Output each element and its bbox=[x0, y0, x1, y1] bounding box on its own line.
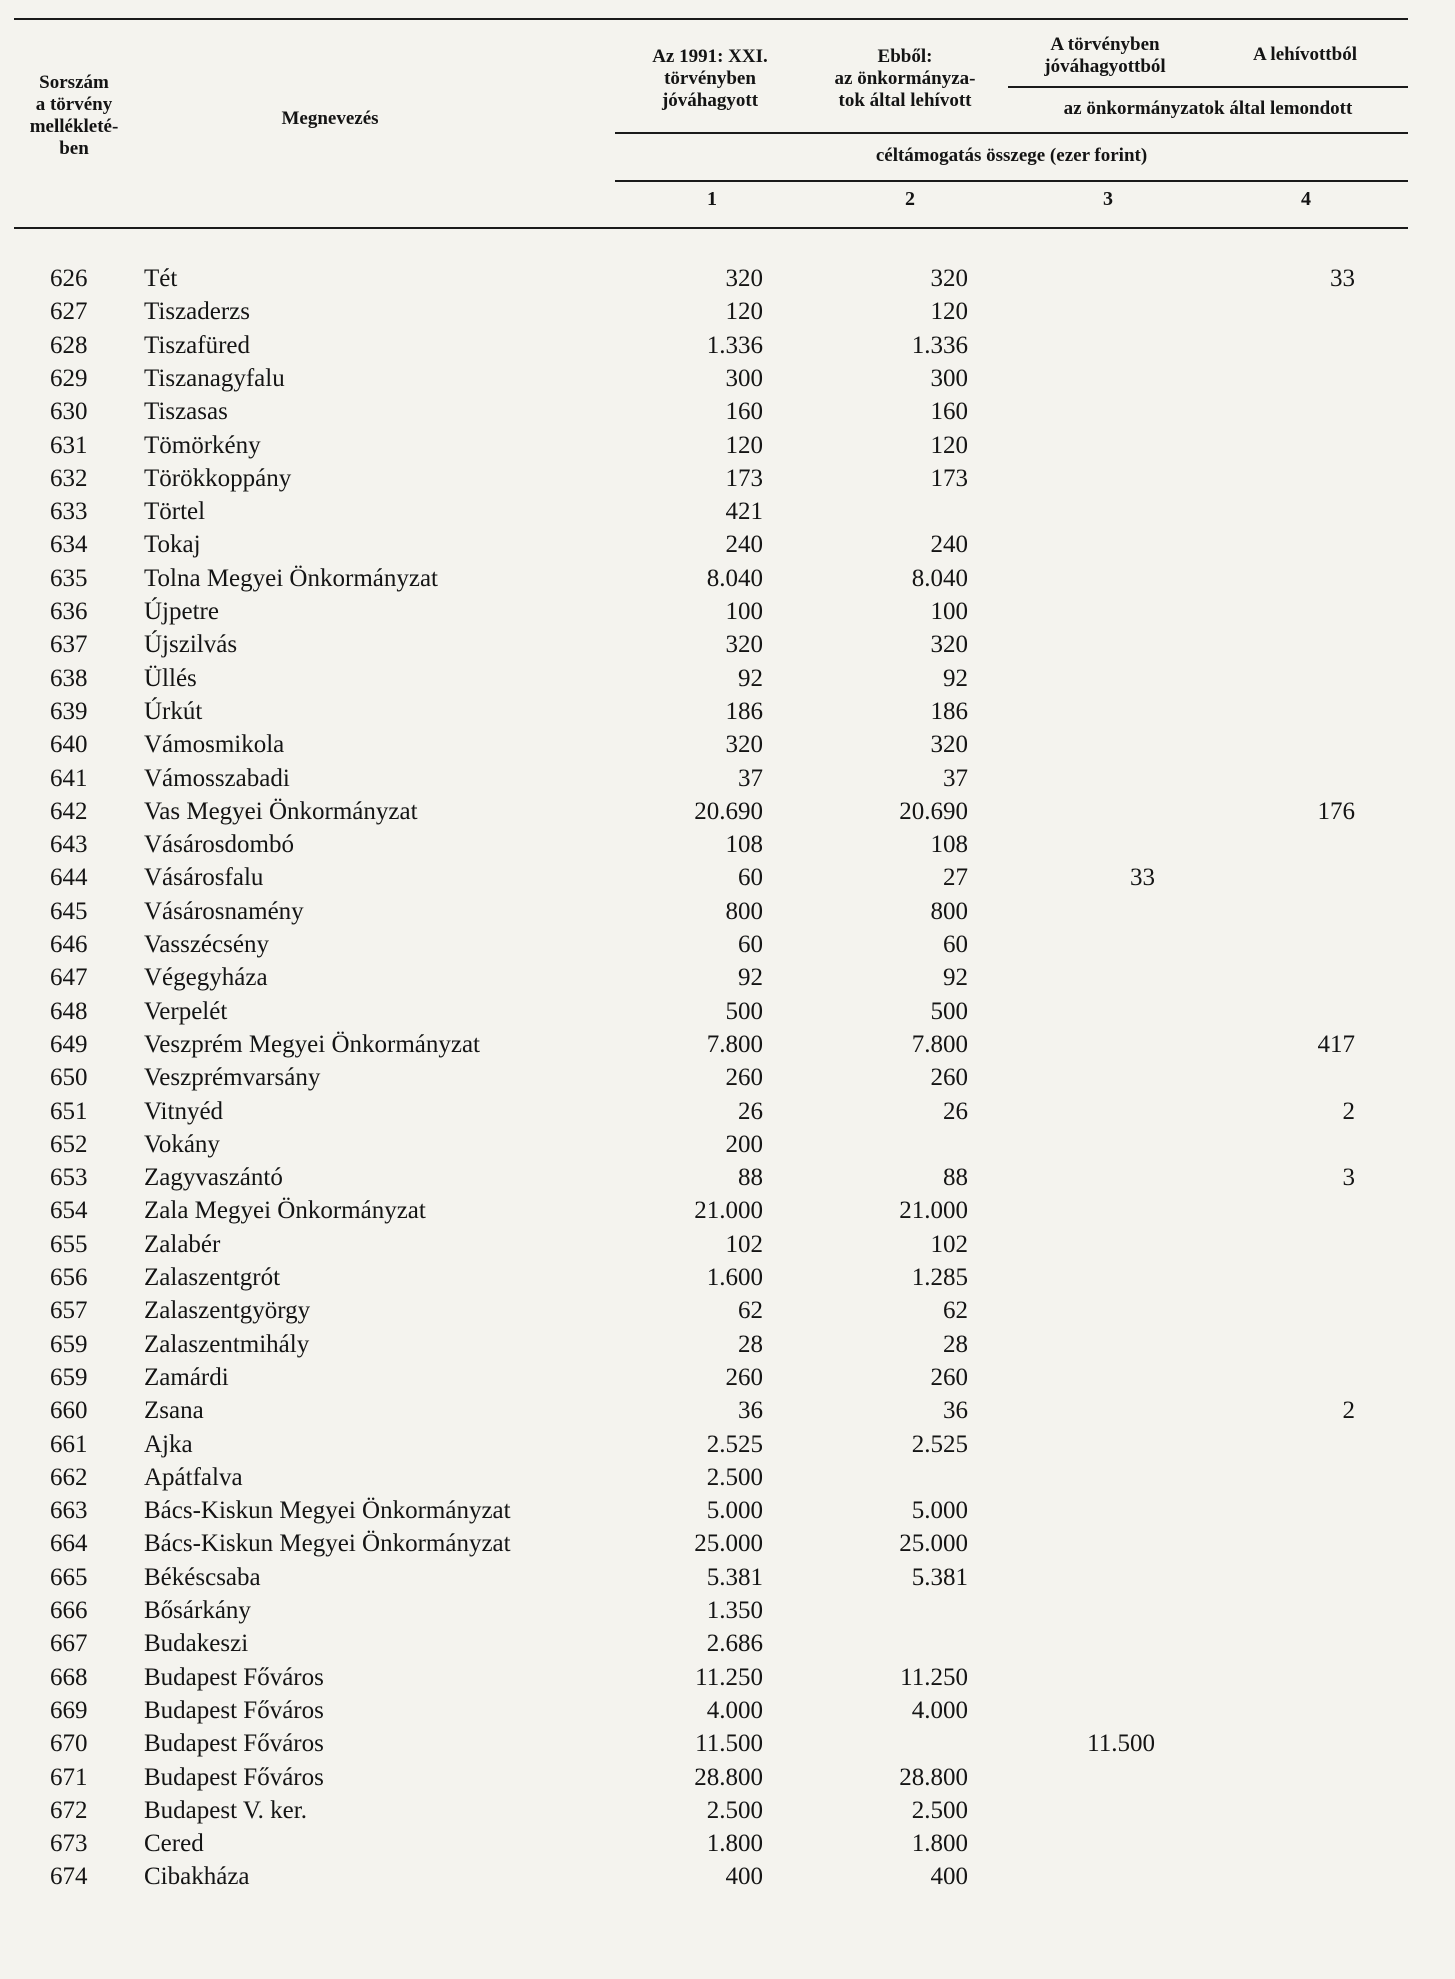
value-lehivott: 320 bbox=[930, 265, 968, 292]
value-lehivott: 173 bbox=[930, 464, 968, 492]
value-lehivott: 27 bbox=[943, 864, 968, 892]
value-lehivott: 260 bbox=[930, 1064, 968, 1092]
value-lehivott: 160 bbox=[930, 398, 968, 426]
header-megnevezes: Megnevezés bbox=[281, 108, 379, 129]
value-jovahagyott: 300 bbox=[725, 364, 763, 392]
value-lemondott-lehivott: 417 bbox=[1317, 1030, 1355, 1058]
table-row bbox=[0, 329, 1455, 362]
value-lehivott: 800 bbox=[930, 897, 968, 925]
row-name: Vásárosnamény bbox=[144, 897, 304, 925]
row-number: 657 bbox=[50, 1297, 88, 1325]
value-lehivott: 92 bbox=[943, 964, 968, 992]
row-number: 661 bbox=[50, 1430, 88, 1458]
table-row bbox=[0, 462, 1455, 495]
value-jovahagyott: 26 bbox=[738, 1097, 763, 1125]
value-jovahagyott: 1.600 bbox=[706, 1264, 763, 1291]
table-row bbox=[0, 1228, 1455, 1261]
row-name: Törtel bbox=[144, 498, 206, 526]
table-row bbox=[0, 895, 1455, 928]
row-number: 632 bbox=[50, 464, 88, 492]
row-name: Bács-Kiskun Megyei Önkormányzat bbox=[144, 1530, 511, 1558]
value-lehivott: 1.285 bbox=[911, 1264, 968, 1291]
table-row bbox=[0, 1727, 1455, 1760]
value-jovahagyott: 260 bbox=[725, 1064, 763, 1092]
value-lehivott: 8.040 bbox=[911, 564, 968, 592]
row-name: Vitnyéd bbox=[144, 1097, 224, 1125]
row-name: Verpelét bbox=[144, 997, 228, 1025]
row-name: Újszilvás bbox=[144, 631, 238, 659]
value-jovahagyott: 173 bbox=[725, 464, 763, 492]
row-number: 666 bbox=[50, 1597, 88, 1624]
row-number: 672 bbox=[50, 1796, 88, 1824]
subheader-rule-right bbox=[1008, 86, 1408, 88]
table-row bbox=[0, 1860, 1455, 1893]
value-jovahagyott: 60 bbox=[738, 864, 763, 892]
subheader-rule-wide bbox=[615, 132, 1408, 134]
value-lehivott: 5.381 bbox=[911, 1563, 968, 1591]
row-name: Veszprémvarsány bbox=[144, 1064, 321, 1092]
row-number: 643 bbox=[50, 831, 88, 859]
row-name: Zalaszentmihály bbox=[144, 1330, 310, 1358]
row-number: 628 bbox=[50, 331, 88, 359]
value-lehivott: 102 bbox=[930, 1230, 968, 1258]
table-row bbox=[0, 295, 1455, 328]
row-number: 667 bbox=[50, 1630, 88, 1658]
value-jovahagyott: 2.525 bbox=[706, 1430, 763, 1458]
row-number: 640 bbox=[50, 731, 88, 759]
value-lehivott: 20.690 bbox=[899, 797, 968, 825]
table-row bbox=[0, 628, 1455, 661]
row-name: Bősárkány bbox=[144, 1597, 251, 1624]
row-name: Úrkút bbox=[144, 697, 203, 725]
value-jovahagyott: 800 bbox=[725, 897, 763, 925]
value-lehivott: 400 bbox=[930, 1863, 968, 1891]
table-row bbox=[0, 528, 1455, 561]
value-jovahagyott: 28 bbox=[738, 1330, 763, 1358]
row-number: 659 bbox=[50, 1330, 88, 1358]
row-name: Tiszasas bbox=[144, 398, 228, 426]
value-jovahagyott: 100 bbox=[725, 598, 763, 625]
value-jovahagyott: 260 bbox=[725, 1363, 763, 1391]
row-number: 659 bbox=[50, 1363, 88, 1391]
row-number: 671 bbox=[50, 1763, 88, 1791]
row-number: 673 bbox=[50, 1830, 88, 1858]
value-lehivott: 120 bbox=[930, 298, 968, 326]
row-name: Budapest Főváros bbox=[144, 1730, 324, 1758]
table-row bbox=[0, 595, 1455, 628]
value-jovahagyott: 37 bbox=[738, 764, 763, 792]
value-lemondott-lehivott: 3 bbox=[1342, 1164, 1355, 1192]
value-jovahagyott: 4.000 bbox=[706, 1696, 763, 1724]
value-lehivott: 60 bbox=[943, 931, 968, 958]
value-lemondott-jovahagyott: 33 bbox=[1130, 864, 1155, 892]
row-number: 637 bbox=[50, 631, 88, 659]
value-jovahagyott: 60 bbox=[738, 931, 763, 958]
header-col2: Ebből: az önkormányza- tok által lehívott bbox=[834, 46, 976, 111]
value-lehivott: 5.000 bbox=[911, 1497, 968, 1525]
value-lehivott: 88 bbox=[943, 1164, 968, 1192]
row-name: Budapest Főváros bbox=[144, 1763, 324, 1791]
row-number: 642 bbox=[50, 797, 88, 825]
value-jovahagyott: 120 bbox=[725, 431, 763, 459]
row-name: Vámosmikola bbox=[144, 731, 285, 759]
table-row bbox=[0, 961, 1455, 994]
row-name: Cibakháza bbox=[144, 1863, 250, 1891]
row-name: Zalaszentgrót bbox=[144, 1264, 281, 1291]
row-number: 629 bbox=[50, 364, 88, 392]
table-row bbox=[0, 1328, 1455, 1361]
row-number: 644 bbox=[50, 864, 88, 892]
row-number: 653 bbox=[50, 1164, 88, 1192]
value-lehivott: 7.800 bbox=[911, 1030, 968, 1058]
top-rule bbox=[14, 18, 1408, 20]
row-name: Bács-Kiskun Megyei Önkormányzat bbox=[144, 1497, 511, 1525]
value-lehivott: 36 bbox=[943, 1397, 968, 1425]
row-number: 663 bbox=[50, 1497, 88, 1525]
row-number: 645 bbox=[50, 897, 88, 925]
header-sorszam: Sorszám a törvény mellékleté- ben bbox=[29, 72, 119, 159]
row-name: Tiszafüred bbox=[144, 331, 251, 359]
row-name: Veszprém Megyei Önkormányzat bbox=[144, 1030, 480, 1058]
value-lehivott: 92 bbox=[943, 664, 968, 692]
value-jovahagyott: 20.690 bbox=[694, 797, 763, 825]
row-name: Üllés bbox=[144, 664, 197, 692]
row-name: Budapest Főváros bbox=[144, 1663, 324, 1691]
value-jovahagyott: 25.000 bbox=[694, 1530, 763, 1558]
value-jovahagyott: 500 bbox=[725, 997, 763, 1025]
column-number-3: 3 bbox=[1103, 188, 1113, 210]
value-lehivott: 37 bbox=[943, 764, 968, 792]
row-name: Zalabér bbox=[144, 1230, 221, 1258]
row-number: 647 bbox=[50, 964, 88, 992]
row-number: 665 bbox=[50, 1563, 88, 1591]
row-name: Vasszécsény bbox=[144, 931, 269, 958]
row-number: 674 bbox=[50, 1863, 88, 1891]
value-lehivott: 62 bbox=[943, 1297, 968, 1325]
value-jovahagyott: 36 bbox=[738, 1397, 763, 1425]
table-row bbox=[0, 562, 1455, 595]
value-jovahagyott: 7.800 bbox=[706, 1030, 763, 1058]
value-lemondott-lehivott: 33 bbox=[1330, 265, 1355, 292]
table-row bbox=[0, 828, 1455, 861]
table-row bbox=[0, 395, 1455, 428]
row-name: Vokány bbox=[144, 1130, 220, 1158]
table-row bbox=[0, 1794, 1455, 1827]
table-row bbox=[0, 728, 1455, 761]
table-row bbox=[0, 1561, 1455, 1594]
row-name: Ajka bbox=[144, 1430, 193, 1458]
value-jovahagyott: 1.336 bbox=[706, 331, 763, 359]
table-row bbox=[0, 1627, 1455, 1660]
row-name: Budapest Főváros bbox=[144, 1696, 324, 1724]
value-lehivott: 2.500 bbox=[911, 1796, 968, 1824]
row-number: 662 bbox=[50, 1463, 88, 1491]
row-number: 670 bbox=[50, 1730, 88, 1758]
table-row bbox=[0, 1361, 1455, 1394]
row-name: Tömörkény bbox=[144, 431, 261, 459]
value-jovahagyott: 320 bbox=[725, 265, 763, 292]
value-jovahagyott: 21.000 bbox=[694, 1197, 763, 1225]
value-jovahagyott: 88 bbox=[738, 1164, 763, 1192]
value-lehivott: 186 bbox=[930, 697, 968, 725]
table-row bbox=[0, 1394, 1455, 1427]
table-row bbox=[0, 1827, 1455, 1860]
row-number: 651 bbox=[50, 1097, 88, 1125]
row-name: Budakeszi bbox=[144, 1630, 249, 1658]
value-jovahagyott: 11.500 bbox=[695, 1730, 763, 1758]
value-jovahagyott: 160 bbox=[725, 398, 763, 426]
value-jovahagyott: 1.800 bbox=[706, 1830, 763, 1858]
value-lehivott: 260 bbox=[930, 1363, 968, 1391]
row-number: 630 bbox=[50, 398, 88, 426]
row-name: Zala Megyei Önkormányzat bbox=[144, 1197, 426, 1225]
header-celtamogatas: céltámogatás összege (ezer forint) bbox=[875, 145, 1148, 166]
row-name: Végegyháza bbox=[144, 964, 268, 992]
value-jovahagyott: 200 bbox=[725, 1130, 763, 1158]
table-row bbox=[0, 795, 1455, 828]
row-number: 650 bbox=[50, 1064, 88, 1092]
value-jovahagyott: 421 bbox=[725, 498, 763, 526]
table-row bbox=[0, 1594, 1455, 1627]
numbers-rule bbox=[615, 180, 1408, 182]
row-number: 636 bbox=[50, 598, 88, 625]
table-row bbox=[0, 1061, 1455, 1094]
table-row bbox=[0, 1161, 1455, 1194]
row-number: 648 bbox=[50, 997, 88, 1025]
header-col1: Az 1991: XXI. törvényben jóváhagyott bbox=[652, 46, 768, 111]
value-jovahagyott: 62 bbox=[738, 1297, 763, 1325]
value-lehivott: 320 bbox=[930, 631, 968, 659]
row-number: 633 bbox=[50, 498, 88, 526]
table-row bbox=[0, 1028, 1455, 1061]
column-number-4: 4 bbox=[1301, 188, 1311, 210]
value-lehivott: 4.000 bbox=[911, 1696, 968, 1724]
value-lehivott: 21.000 bbox=[899, 1197, 968, 1225]
row-number: 668 bbox=[50, 1663, 88, 1691]
table-row bbox=[0, 362, 1455, 395]
value-lehivott: 100 bbox=[930, 598, 968, 625]
row-number: 655 bbox=[50, 1230, 88, 1258]
value-lehivott: 240 bbox=[930, 531, 968, 559]
row-number: 660 bbox=[50, 1397, 88, 1425]
table-row bbox=[0, 1294, 1455, 1327]
column-number-1: 1 bbox=[707, 188, 717, 210]
table-row bbox=[0, 1095, 1455, 1128]
value-jovahagyott: 2.500 bbox=[706, 1796, 763, 1824]
value-jovahagyott: 92 bbox=[738, 964, 763, 992]
row-number: 649 bbox=[50, 1030, 88, 1058]
row-name: Tolna Megyei Önkormányzat bbox=[144, 564, 438, 592]
header-lemondott: az önkormányzatok által lemondott bbox=[1063, 98, 1353, 119]
row-number: 641 bbox=[50, 764, 88, 792]
table-row bbox=[0, 762, 1455, 795]
row-number: 669 bbox=[50, 1696, 88, 1724]
row-number: 654 bbox=[50, 1197, 88, 1225]
row-number: 639 bbox=[50, 697, 88, 725]
row-name: Vas Megyei Önkormányzat bbox=[144, 797, 418, 825]
row-name: Tét bbox=[144, 265, 178, 292]
row-name: Apátfalva bbox=[144, 1463, 243, 1491]
table-row bbox=[0, 1194, 1455, 1227]
value-jovahagyott: 5.381 bbox=[706, 1563, 763, 1591]
column-number-2: 2 bbox=[905, 188, 915, 210]
value-jovahagyott: 120 bbox=[725, 298, 763, 326]
value-jovahagyott: 28.800 bbox=[694, 1763, 763, 1791]
row-number: 646 bbox=[50, 931, 88, 958]
row-name: Vásárosdombó bbox=[144, 831, 294, 859]
row-number: 652 bbox=[50, 1130, 88, 1158]
value-lehivott: 1.800 bbox=[911, 1830, 968, 1858]
value-lehivott: 320 bbox=[930, 731, 968, 759]
row-number: 626 bbox=[50, 265, 88, 292]
row-name: Zsana bbox=[144, 1397, 204, 1425]
row-number: 627 bbox=[50, 298, 88, 326]
value-jovahagyott: 2.500 bbox=[706, 1463, 763, 1491]
value-jovahagyott: 320 bbox=[725, 631, 763, 659]
value-lehivott: 26 bbox=[943, 1097, 968, 1125]
row-name: Tiszaderzs bbox=[144, 298, 251, 326]
table-row bbox=[0, 1694, 1455, 1727]
row-name: Törökkoppány bbox=[144, 464, 292, 492]
value-jovahagyott: 102 bbox=[725, 1230, 763, 1258]
row-name: Zamárdi bbox=[144, 1363, 229, 1391]
row-name: Tokaj bbox=[144, 531, 201, 559]
value-lehivott: 2.525 bbox=[911, 1430, 968, 1458]
table-row bbox=[0, 1461, 1455, 1494]
row-name: Békéscsaba bbox=[144, 1563, 261, 1591]
table-row bbox=[0, 861, 1455, 894]
header-col4: A lehívottból bbox=[1253, 44, 1357, 65]
row-number: 631 bbox=[50, 431, 88, 459]
row-number: 635 bbox=[50, 564, 88, 592]
table-row bbox=[0, 1128, 1455, 1161]
value-jovahagyott: 108 bbox=[725, 831, 763, 859]
value-lemondott-jovahagyott: 11.500 bbox=[1087, 1730, 1155, 1758]
row-name: Vásárosfalu bbox=[144, 864, 264, 892]
table-row bbox=[0, 262, 1455, 295]
value-lehivott: 1.336 bbox=[911, 331, 968, 359]
value-lehivott: 500 bbox=[930, 997, 968, 1025]
value-lehivott: 11.250 bbox=[900, 1663, 968, 1691]
value-jovahagyott: 5.000 bbox=[706, 1497, 763, 1525]
row-name: Vámosszabadi bbox=[144, 764, 290, 792]
row-name: Cered bbox=[144, 1830, 204, 1858]
table-row bbox=[0, 495, 1455, 528]
value-lehivott: 300 bbox=[930, 364, 968, 392]
value-lehivott: 28 bbox=[943, 1330, 968, 1358]
value-lehivott: 25.000 bbox=[899, 1530, 968, 1558]
row-name: Budapest V. ker. bbox=[144, 1796, 307, 1824]
row-number: 638 bbox=[50, 664, 88, 692]
value-jovahagyott: 8.040 bbox=[706, 564, 763, 592]
table-row bbox=[0, 429, 1455, 462]
value-jovahagyott: 1.350 bbox=[706, 1597, 763, 1624]
value-jovahagyott: 92 bbox=[738, 664, 763, 692]
value-jovahagyott: 186 bbox=[725, 697, 763, 725]
table-row bbox=[0, 1527, 1455, 1560]
table-row bbox=[0, 1494, 1455, 1527]
row-name: Tiszanagyfalu bbox=[144, 364, 285, 392]
value-jovahagyott: 11.250 bbox=[695, 1663, 763, 1691]
row-number: 664 bbox=[50, 1530, 88, 1558]
value-jovahagyott: 2.686 bbox=[706, 1630, 763, 1658]
value-lemondott-lehivott: 176 bbox=[1317, 797, 1355, 825]
row-name: Zagyvaszántó bbox=[144, 1164, 283, 1192]
row-number: 634 bbox=[50, 531, 88, 559]
row-name: Újpetre bbox=[144, 598, 219, 625]
table-row bbox=[0, 1661, 1455, 1694]
table-row bbox=[0, 928, 1455, 961]
table-row bbox=[0, 995, 1455, 1028]
table-row bbox=[0, 1428, 1455, 1461]
table-row bbox=[0, 695, 1455, 728]
table-row bbox=[0, 1261, 1455, 1294]
value-lehivott: 108 bbox=[930, 831, 968, 859]
header-col3: A törvényben jóváhagyottból bbox=[1044, 34, 1166, 77]
value-jovahagyott: 240 bbox=[725, 531, 763, 559]
table-row bbox=[0, 662, 1455, 695]
value-jovahagyott: 400 bbox=[725, 1863, 763, 1891]
value-lehivott: 120 bbox=[930, 431, 968, 459]
value-jovahagyott: 320 bbox=[725, 731, 763, 759]
value-lemondott-lehivott: 2 bbox=[1342, 1397, 1355, 1425]
row-name: Zalaszentgyörgy bbox=[144, 1297, 311, 1325]
value-lemondott-lehivott: 2 bbox=[1342, 1097, 1355, 1125]
row-number: 656 bbox=[50, 1264, 88, 1291]
table-row bbox=[0, 1761, 1455, 1794]
value-lehivott: 28.800 bbox=[899, 1763, 968, 1791]
header-bottom-rule bbox=[14, 227, 1408, 229]
